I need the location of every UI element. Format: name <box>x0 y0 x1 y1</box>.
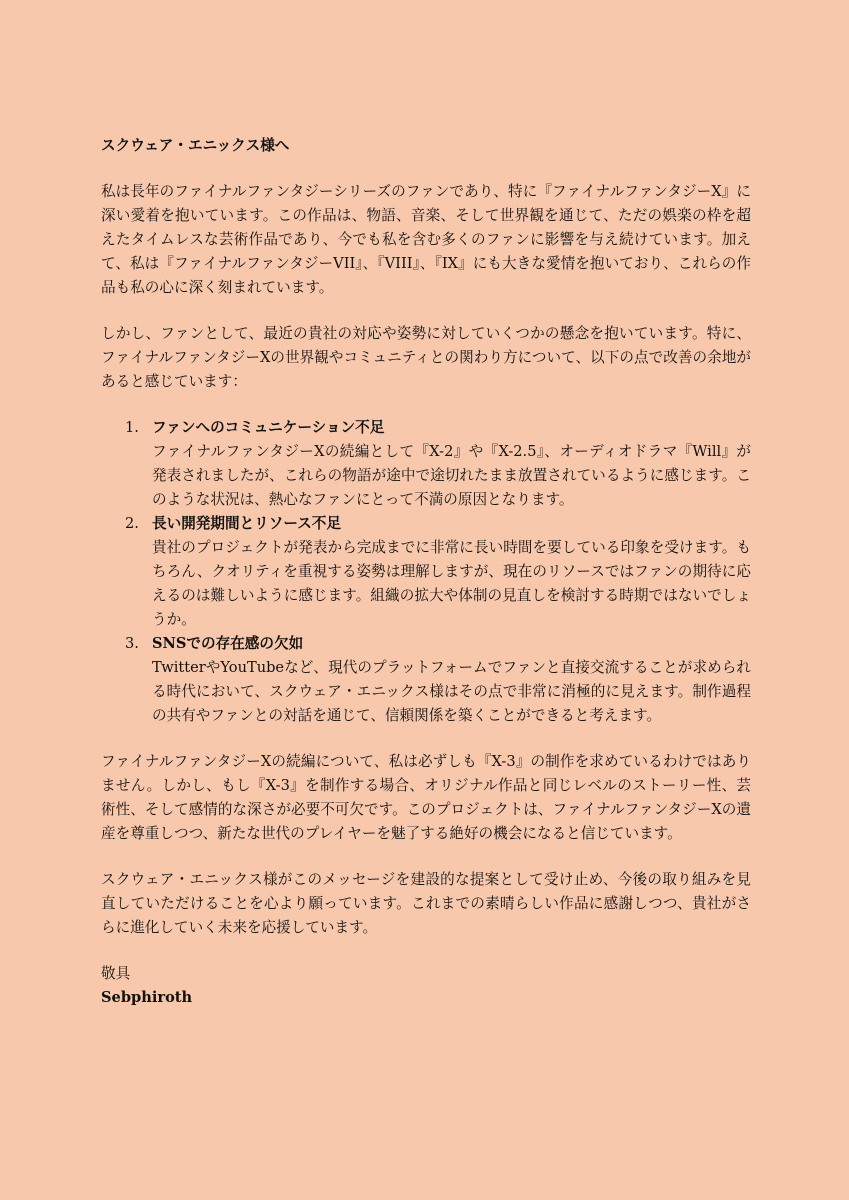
list-item-number: 3. <box>125 635 139 652</box>
letter-body <box>101 134 751 1010</box>
list-item <box>101 632 751 728</box>
signature: Sebphiroth <box>101 989 193 1006</box>
list-item-title: ファンへのコミュニケーション不足 <box>152 419 385 436</box>
paragraph-intro: 私は長年のファイナルファンタジーシリーズのファンであり、特に『ファイナルファンタジーX』に深い愛着を抱いています。この作品は、物語、音楽、そして世界観を通じて、ただの娯楽の枠を超えたタイムレスな芸術作品であり、今でも私を含む多くのファンに影響を与え続けています。加えて、私は『ファイナルファンタジーVII』、『VIII』、『IX』にも大きな愛情を抱いており、これらの作品も私の心に深く刻まれています。 <box>101 183 751 296</box>
list-item <box>101 416 751 512</box>
paragraph-sequel: ファイナルファンタジーXの続編について、私は必ずしも『X-3』の制作を求めているわけではありません。しかし、もし『X-3』を制作する場合、オリジナル作品と同じレベルのストーリー性、芸術性、そして感情的な深さが必要不可欠です。このプロジェクトは、ファイナルファンタジーXの遺産を尊重しつつ、新たな世代のプレイヤーを魅了する絶好の機会になると信じています。 <box>101 753 751 842</box>
concerns-list <box>101 416 751 728</box>
list-item <box>101 512 751 632</box>
salutation: スクウェア・エニックス様へ <box>101 137 290 154</box>
list-item-body: TwitterやYouTubeなど、現代のプラットフォームでファンと直接交流することが求められる時代において、スクウェア・エニックス様はその点で非常に消極的に見えます。制作過程の共有やファンとの対話を通じて、信頼関係を築くことができると考えます。 <box>152 659 751 724</box>
list-item-body: ファイナルファンタジーXの続編として『X-2』や『X-2.5』、オーディオドラマ『Will』が発表されましたが、これらの物語が途中で途切れたまま放置されているように感じます。このような状況は、熱心なファンにとって不満の原因となります。 <box>152 443 751 508</box>
closing: 敬具 <box>101 965 131 982</box>
list-item-title: SNSでの存在感の欠如 <box>152 635 304 652</box>
list-item-title: 長い開発期間とリソース不足 <box>152 515 341 532</box>
list-item-body: 貴社のプロジェクトが発表から完成までに非常に長い時間を要している印象を受けます。もちろん、クオリティを重視する姿勢は理解しますが、現在のリソースではファンの期待に応えるのは難しいように感じます。組織の拡大や体制の見直しを検討する時期ではないでしょうか。 <box>152 539 751 628</box>
paragraph-request: スクウェア・エニックス様がこのメッセージを建設的な提案として受け止め、今後の取り組みを見直していただけることを心より願っています。これまでの素晴らしい作品に感謝しつつ、貴社がさらに進化していく未来を応援しています。 <box>101 871 751 936</box>
list-item-number: 2. <box>125 515 139 532</box>
list-item-number: 1. <box>125 419 139 436</box>
paragraph-concerns: しかし、ファンとして、最近の貴社の対応や姿勢に対していくつかの懸念を抱いています。特に、ファイナルファンタジーXの世界観やコミュニティとの関わり方について、以下の点で改善の余地があると感じています： <box>101 325 751 390</box>
